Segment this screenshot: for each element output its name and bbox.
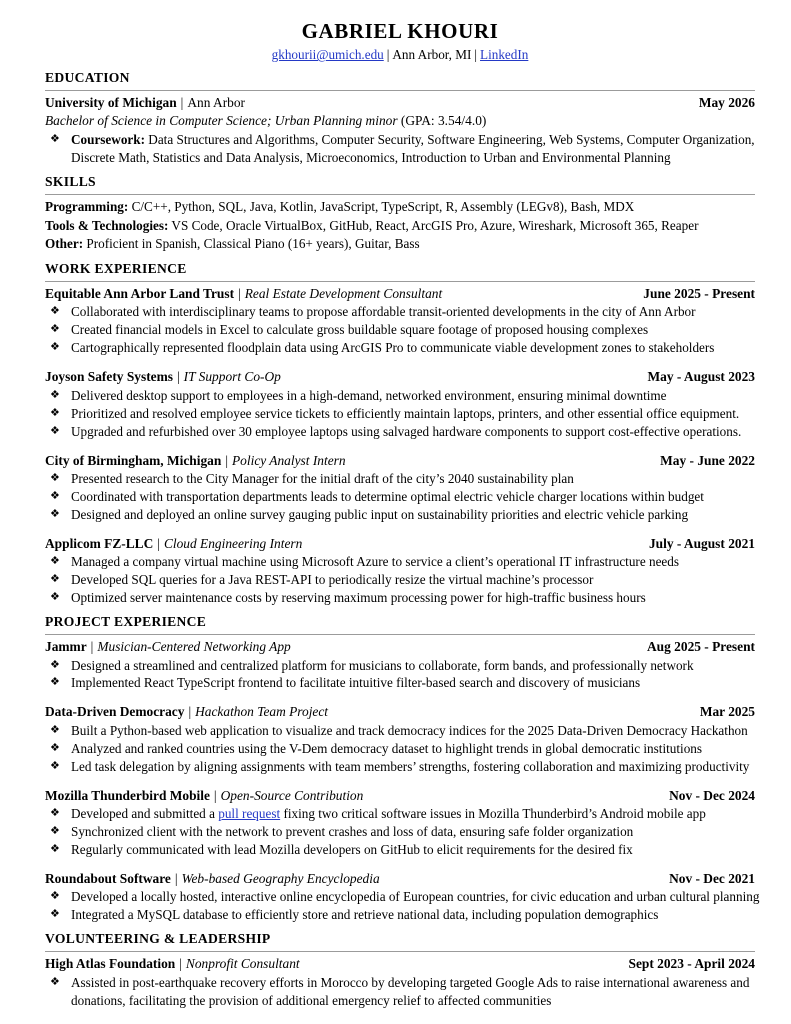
- work-role: IT Support Co-Op: [183, 369, 281, 385]
- volunteering-date: Sept 2023 - April 2024: [628, 956, 755, 972]
- email-link[interactable]: gkhourii@umich.edu: [271, 47, 384, 63]
- work-entry-left: [45, 535, 302, 552]
- education-bullet-list: [45, 131, 755, 167]
- education-entry-left: [45, 94, 245, 111]
- project-name: Mozilla Thunderbird Mobile: [45, 787, 210, 803]
- diamond-bullet-icon: ❖: [50, 843, 60, 856]
- project-date: Mar 2025: [699, 704, 755, 720]
- skill-line: [45, 198, 755, 217]
- bullet-text: Delivered desktop support to employees in a high-demand, networked environment, ensuring minimal downtime: [71, 387, 667, 403]
- list-item: [45, 841, 771, 859]
- project-role: Hackathon Team Project: [195, 704, 329, 720]
- work-pipe: |: [238, 285, 241, 301]
- bullet-text: Created financial models in Excel to calculate gross buildable square footage of proposed housing complexes: [71, 322, 649, 338]
- work-bullet-list: [45, 553, 755, 607]
- volunteering-entry: [45, 955, 755, 1009]
- bullet-text: Cartographically represented floodplain data using ArcGIS Pro to communicate viable development zones to stakeholders: [71, 340, 715, 356]
- work-entry: [45, 285, 755, 357]
- bullet-text: Developed SQL queries for a Java REST-API to periodically resize the virtual machine’s processor: [71, 572, 594, 588]
- education-gpa: (GPA: 3.54/4.0): [400, 112, 487, 128]
- diamond-bullet-icon: ❖: [50, 890, 60, 903]
- list-item: [45, 387, 771, 405]
- education-location: Ann Arbor: [187, 95, 246, 111]
- bullet-text: Managed a company virtual machine using Microsoft Azure to service a client’s operational IT infrastructure needs: [71, 554, 680, 570]
- diamond-bullet-icon: ❖: [50, 908, 60, 921]
- project-entry-head: [45, 787, 755, 804]
- section-project-experience: [45, 614, 760, 924]
- project-entry-left: [45, 870, 380, 887]
- work-entry-left: [45, 452, 346, 469]
- project-pipe: |: [213, 787, 217, 803]
- bullet-text: Designed and deployed an online survey gauging public input on sustainability priorities and electric vehicle parking: [71, 506, 689, 522]
- work-org: Equitable Ann Arbor Land Trust: [45, 285, 235, 301]
- project-entry-head: [45, 870, 755, 887]
- bullet-text: Optimized server maintenance costs by reserving maximum processing power for high-traffic business hours: [71, 590, 646, 606]
- coursework-label: Coursework:: [71, 131, 145, 147]
- work-date: May - August 2023: [647, 369, 755, 385]
- diamond-bullet-icon: ❖: [50, 555, 60, 568]
- work-entry-head: [45, 285, 755, 302]
- work-entry: [45, 452, 755, 524]
- work-org: City of Birmingham, Michigan: [45, 452, 222, 468]
- work-date: June 2025 - Present: [643, 285, 755, 301]
- bullet-text: Regularly communicated with lead Mozilla developers on GitHub to elicit requirements for the desired fix: [71, 842, 633, 858]
- diamond-bullet-icon: ❖: [50, 723, 60, 736]
- diamond-bullet-icon: ❖: [50, 591, 60, 604]
- project-entry-head: [45, 638, 755, 655]
- section-education: [45, 70, 755, 166]
- list-item: [45, 321, 771, 339]
- volunteering-pipe: |: [179, 956, 182, 972]
- education-school: University of Michigan: [45, 95, 177, 111]
- diamond-bullet-icon: ❖: [50, 132, 60, 145]
- pull-request-link[interactable]: pull request: [218, 806, 281, 822]
- work-pipe: |: [176, 369, 180, 385]
- diamond-bullet-icon: ❖: [50, 676, 60, 689]
- work-pipe: |: [157, 535, 160, 551]
- section-work-experience: [45, 261, 755, 607]
- skill-label: Programming:: [45, 198, 129, 214]
- contact-separator-1: |: [386, 47, 390, 63]
- list-item: [45, 405, 771, 423]
- bullet-text: Upgraded and refurbished over 30 employee laptops using salvaged hardware components to support cost-effective operations.: [71, 423, 742, 439]
- section-title-project-experience: PROJECT EXPERIENCE: [45, 614, 207, 630]
- resume-header: [45, 18, 755, 63]
- section-rule-volunteering-leadership: [45, 951, 755, 952]
- work-date: July - August 2021: [648, 535, 755, 551]
- project-date: Nov - Dec 2024: [669, 787, 755, 803]
- diamond-bullet-icon: ❖: [50, 825, 60, 838]
- volunteering-entry-left: [45, 955, 300, 972]
- diamond-bullet-icon: ❖: [50, 759, 60, 772]
- diamond-bullet-icon: ❖: [50, 975, 60, 988]
- volunteering-role: Nonprofit Consultant: [185, 956, 300, 972]
- list-item: [45, 674, 771, 692]
- bullet-text-after-link: fixing two critical software issues in Mozilla Thunderbird’s Android mobile app: [280, 806, 706, 822]
- project-role: Open-Source Contribution: [220, 787, 364, 803]
- diamond-bullet-icon: ❖: [50, 658, 60, 671]
- work-org: Joyson Safety Systems: [45, 369, 173, 385]
- work-pipe: |: [225, 452, 228, 468]
- contact-separator-2: |: [474, 47, 478, 63]
- project-entry-left: [45, 703, 328, 720]
- work-entry-left: [45, 285, 442, 302]
- section-title-skills: SKILLS: [45, 173, 96, 189]
- diamond-bullet-icon: ❖: [50, 424, 60, 437]
- education-date: May 2026: [698, 95, 755, 111]
- section-skills: [45, 174, 755, 254]
- work-bullet-list: [45, 303, 755, 357]
- bullet-text: Integrated a MySQL database to efficiently store and retrieve national data, including population demographics: [71, 907, 659, 923]
- education-pipe: |: [180, 95, 184, 111]
- work-date: May - June 2022: [660, 452, 755, 468]
- work-entry-head: [45, 535, 755, 552]
- bullet-text-before-link: Developed and submitted a: [71, 806, 219, 822]
- section-volunteering-leadership: [45, 931, 755, 1009]
- project-pipe: |: [188, 704, 192, 720]
- project-entry: [45, 787, 755, 859]
- skill-value: C/C++, Python, SQL, Java, Kotlin, JavaScript, TypeScript, R, Assembly (LEGv8), Bash, MDX: [131, 198, 635, 214]
- list-item: [45, 823, 771, 841]
- bullet-text: Coordinated with transportation departments leads to determine optimal electric vehicle charger locations within budget: [71, 488, 704, 504]
- project-role: Musician-Centered Networking App: [97, 639, 291, 655]
- project-name: Jammr: [45, 639, 87, 655]
- diamond-bullet-icon: ❖: [50, 406, 60, 419]
- project-entry-left: [45, 638, 291, 655]
- bullet-text: Designed a streamlined and centralized platform for musicians to collaborate, form bands, and professionally network: [71, 657, 694, 673]
- skill-value: VS Code, Oracle VirtualBox, GitHub, React, ArcGIS Pro, Azure, Wireshark, Microsoft 365, Reaper: [171, 217, 699, 233]
- list-item: [45, 888, 771, 906]
- list-item: [45, 805, 771, 823]
- list-item: [45, 423, 771, 441]
- list-item: [45, 657, 771, 675]
- diamond-bullet-icon: ❖: [50, 573, 60, 586]
- work-bullet-list: [45, 470, 755, 524]
- project-bullet-list: [45, 657, 755, 693]
- bullet-text: Implemented React TypeScript frontend to facilitate intuitive filter-based search and discovery of musicians: [71, 675, 641, 691]
- diamond-bullet-icon: ❖: [50, 341, 60, 354]
- project-role: Web-based Geography Encyclopedia: [181, 870, 380, 886]
- diamond-bullet-icon: ❖: [50, 489, 60, 502]
- bullet-text: Led task delegation by aligning assignments with team members’ strengths, fostering collaboration and maximizing productivity: [71, 758, 750, 774]
- bullet-text: Developed a locally hosted, interactive online encyclopedia of European countries, for civic education and urban cultural planning: [71, 889, 760, 905]
- list-item: [45, 488, 771, 506]
- diamond-bullet-icon: ❖: [50, 305, 60, 318]
- list-item: [45, 722, 771, 740]
- skill-label: Other:: [45, 236, 84, 252]
- volunteering-org: High Atlas Foundation: [45, 956, 176, 972]
- education-degree: Bachelor of Science in Computer Science; Urban Planning minor: [45, 112, 398, 128]
- skill-line: [45, 217, 755, 236]
- project-name: Roundabout Software: [45, 870, 171, 886]
- list-item: [45, 571, 771, 589]
- project-bullet-list: [45, 888, 760, 924]
- location-text: Ann Arbor, MI: [392, 47, 472, 63]
- project-bullet-list: [45, 722, 755, 776]
- list-item: [45, 506, 771, 524]
- work-bullet-list: [45, 387, 755, 441]
- diamond-bullet-icon: ❖: [50, 471, 60, 484]
- work-role: Real Estate Development Consultant: [244, 285, 443, 301]
- section-rule-skills: [45, 194, 755, 195]
- list-item: [45, 131, 771, 167]
- project-pipe: |: [90, 639, 94, 655]
- skill-value: Proficient in Spanish, Classical Piano (16+ years), Guitar, Bass: [86, 236, 420, 252]
- work-role: Cloud Engineering Intern: [163, 535, 303, 551]
- work-entry: [45, 368, 755, 440]
- work-role: Policy Analyst Intern: [232, 452, 346, 468]
- skill-label: Tools & Technologies:: [45, 217, 169, 233]
- contact-line: [45, 46, 755, 63]
- work-entry-left: [45, 368, 281, 385]
- list-item: [45, 339, 771, 357]
- skills-lines: [45, 198, 755, 254]
- project-entry: [45, 638, 755, 692]
- project-date: Aug 2025 - Present: [647, 639, 755, 655]
- project-entry: [45, 703, 755, 775]
- project-entry: [45, 870, 760, 924]
- work-org: Applicom FZ-LLC: [45, 535, 154, 551]
- section-rule-project-experience: [45, 634, 755, 635]
- education-entry-head: [45, 94, 755, 111]
- section-title-work-experience: WORK EXPERIENCE: [45, 261, 187, 276]
- skill-line: [45, 235, 755, 254]
- project-bullet-list: [45, 805, 755, 859]
- diamond-bullet-icon: ❖: [50, 323, 60, 336]
- project-entry-head: [45, 703, 755, 720]
- coursework-text: Data Structures and Algorithms, Computer Security, Software Engineering, Web Systems, Computer Organization, Discrete Math, Statistics and Data Analysis, Microeconomics, Introduction to Urban and Environmental Planning: [71, 131, 755, 165]
- bullet-text: Presented research to the City Manager for the initial draft of the city’s 2040 sustainability plan: [71, 470, 574, 486]
- project-entry-left: [45, 787, 363, 804]
- list-item: [45, 740, 771, 758]
- diamond-bullet-icon: ❖: [50, 807, 60, 820]
- education-entry: [45, 94, 755, 166]
- bullet-text: Synchronized client with the network to prevent crashes and loss of data, ensuring safe folder organization: [71, 824, 634, 840]
- work-entry: [45, 535, 755, 607]
- section-rule-work-experience: [45, 281, 755, 282]
- section-rule-education: [45, 90, 755, 91]
- diamond-bullet-icon: ❖: [50, 741, 60, 754]
- diamond-bullet-icon: ❖: [50, 507, 60, 520]
- bullet-text: Built a Python-based web application to visualize and track democracy indices for the 2025 Data-Driven Democracy Hackathon: [71, 722, 748, 738]
- bullet-text: Collaborated with interdisciplinary teams to propose affordable transit-oriented developments in the city of Ann Arbor: [71, 304, 696, 320]
- bullet-text: Prioritized and resolved employee service tickets to efficiently maintain laptops, printers, and other essential office equipment.: [71, 405, 740, 421]
- project-date: Nov - Dec 2021: [669, 870, 755, 886]
- list-item: [45, 470, 771, 488]
- list-item: [45, 303, 771, 321]
- bullet-text: Assisted in post-earthquake recovery efforts in Morocco by developing targeted Google Ads to raise international awareness and donations, facilitating the provision of additional emergency relief to affected communities: [71, 974, 750, 1008]
- project-pipe: |: [174, 870, 178, 886]
- list-item: [45, 553, 771, 571]
- candidate-name: GABRIEL KHOURI: [301, 19, 499, 43]
- volunteering-entry-head: [45, 955, 755, 972]
- list-item: [45, 589, 771, 607]
- list-item: [45, 974, 771, 1010]
- list-item: [45, 758, 771, 776]
- linkedin-link[interactable]: LinkedIn: [480, 47, 529, 63]
- section-title-volunteering-leadership: VOLUNTEERING & LEADERSHIP: [45, 931, 271, 947]
- diamond-bullet-icon: ❖: [50, 388, 60, 401]
- section-title-education: EDUCATION: [45, 70, 130, 86]
- education-degree-line: [45, 112, 755, 130]
- work-entry-head: [45, 368, 755, 385]
- project-name: Data-Driven Democracy: [45, 704, 185, 720]
- volunteering-bullet-list: [45, 974, 755, 1010]
- list-item: [45, 906, 771, 924]
- work-entry-head: [45, 452, 755, 469]
- bullet-text: Analyzed and ranked countries using the V-Dem democracy dataset to highlight trends in global democratic institutions: [71, 740, 703, 756]
